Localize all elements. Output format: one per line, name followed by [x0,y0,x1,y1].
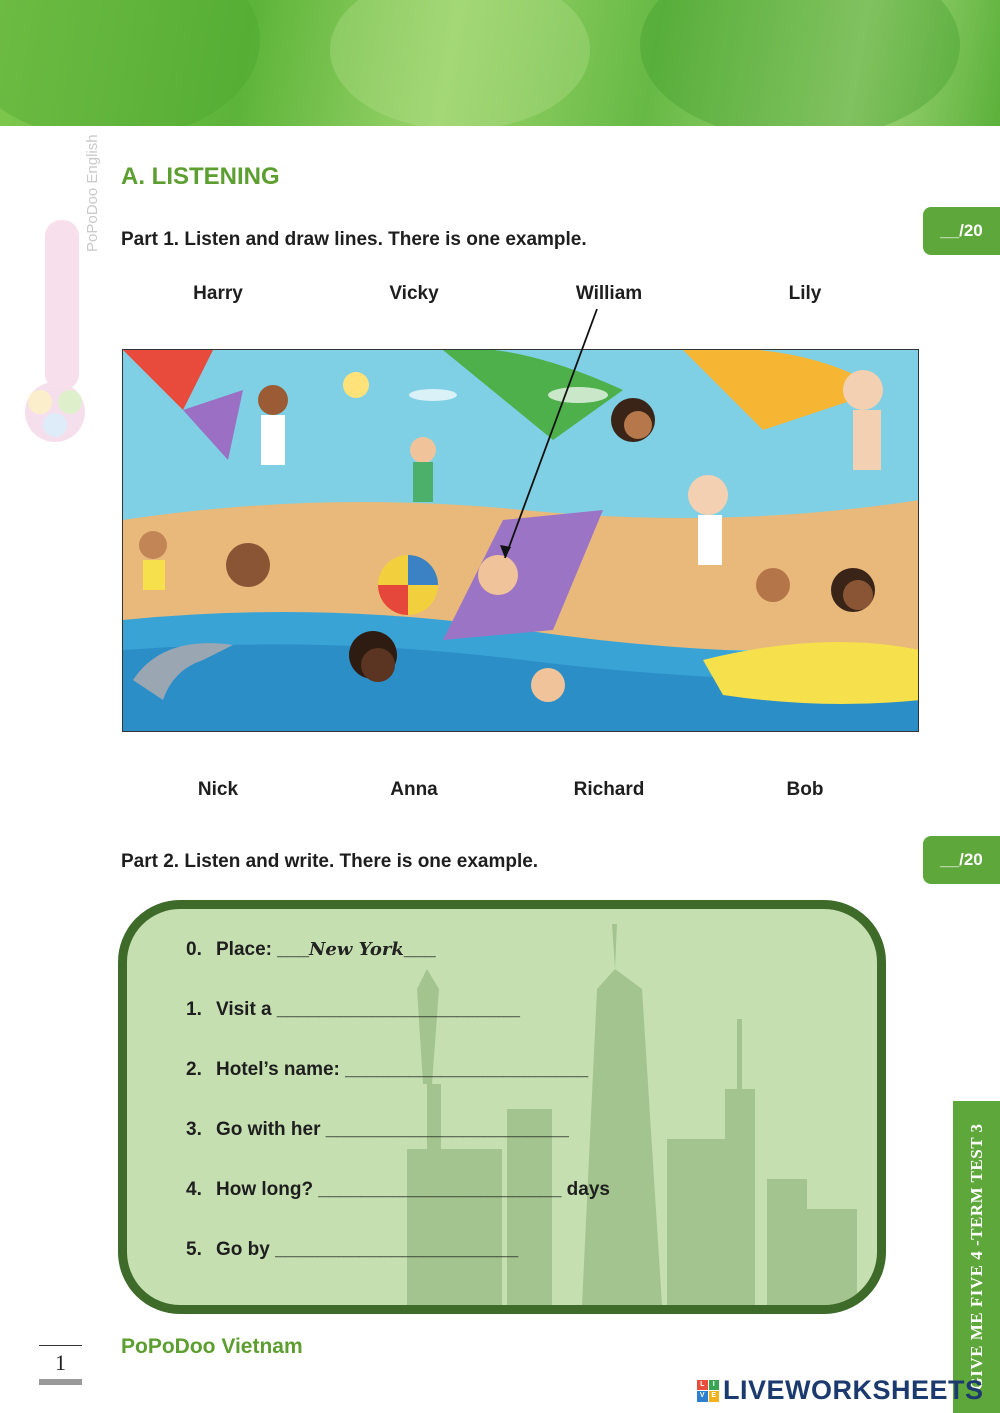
question-number: 3. [186,1119,202,1140]
question-number: 1. [186,999,202,1020]
name-anna[interactable]: Anna [390,779,438,800]
question-prefix[interactable]: Go with her _______________________ [216,1119,569,1140]
banner-blot [330,0,590,126]
question-number: 0. [186,939,202,960]
question-row [186,939,436,961]
sun-icon [343,372,369,398]
liveworksheets-watermark[interactable] [697,1375,984,1406]
name-lily[interactable]: Lily [788,283,822,304]
answer-box [118,900,886,1314]
side-logo-text: PoPoDoo English [84,134,101,252]
question-row[interactable] [186,1059,588,1081]
part2-score-badge[interactable]: __/20 [923,836,1000,884]
question-suffix: days [561,1179,610,1200]
banner-blot [640,0,960,126]
question-prefix[interactable]: Hotel’s name: _______________________ [216,1059,589,1080]
question-prefix: Place: ___ [216,939,309,960]
question-row[interactable] [186,1119,569,1141]
name-bob[interactable]: Bob [786,779,824,800]
banner-blot [0,0,260,126]
question-prefix[interactable]: Go by _______________________ [216,1239,519,1260]
section-title: A. LISTENING [121,163,280,190]
question-number: 2. [186,1059,202,1080]
logo-letter: L [697,1380,708,1391]
question-prefix[interactable]: Visit a _______________________ [216,999,520,1020]
part2-title: Part 2. Listen and write. There is one example. [121,851,539,872]
name-harry[interactable]: Harry [193,283,243,304]
name-richard[interactable]: Richard [573,779,645,800]
name-william[interactable]: William [575,283,643,304]
question-suffix: ___ [403,939,436,960]
beach-scene-illustration [122,349,919,732]
page-number-bar [39,1379,82,1385]
name-nick[interactable]: Nick [197,779,239,800]
side-tab-label: GIVE ME FIVE 4 -TERM TEST 3 [966,1123,986,1391]
question-row[interactable] [186,1239,518,1261]
header-banner [0,0,1000,126]
logo-letter: E [709,1391,720,1402]
footer-brand: PoPoDoo Vietnam [121,1335,303,1358]
side-logo-label [84,134,108,252]
part1-score-badge[interactable]: __/20 [923,207,1000,255]
question-row[interactable] [186,1179,610,1201]
question-number: 5. [186,1239,202,1260]
logo-letter: I [709,1380,720,1391]
question-row[interactable] [186,999,520,1021]
page-number: 1 [39,1345,82,1381]
name-vicky[interactable]: Vicky [389,283,439,304]
question-prefix[interactable]: How long? _______________________ [216,1179,562,1200]
question-number: 4. [186,1179,202,1200]
liveworksheets-logo-icon [697,1380,719,1402]
watermark-text: LIVEWORKSHEETS [723,1375,984,1405]
part1-title: Part 1. Listen and draw lines. There is one example. [121,229,587,250]
example-answer: New York [308,939,404,960]
logo-letter: V [697,1391,708,1402]
